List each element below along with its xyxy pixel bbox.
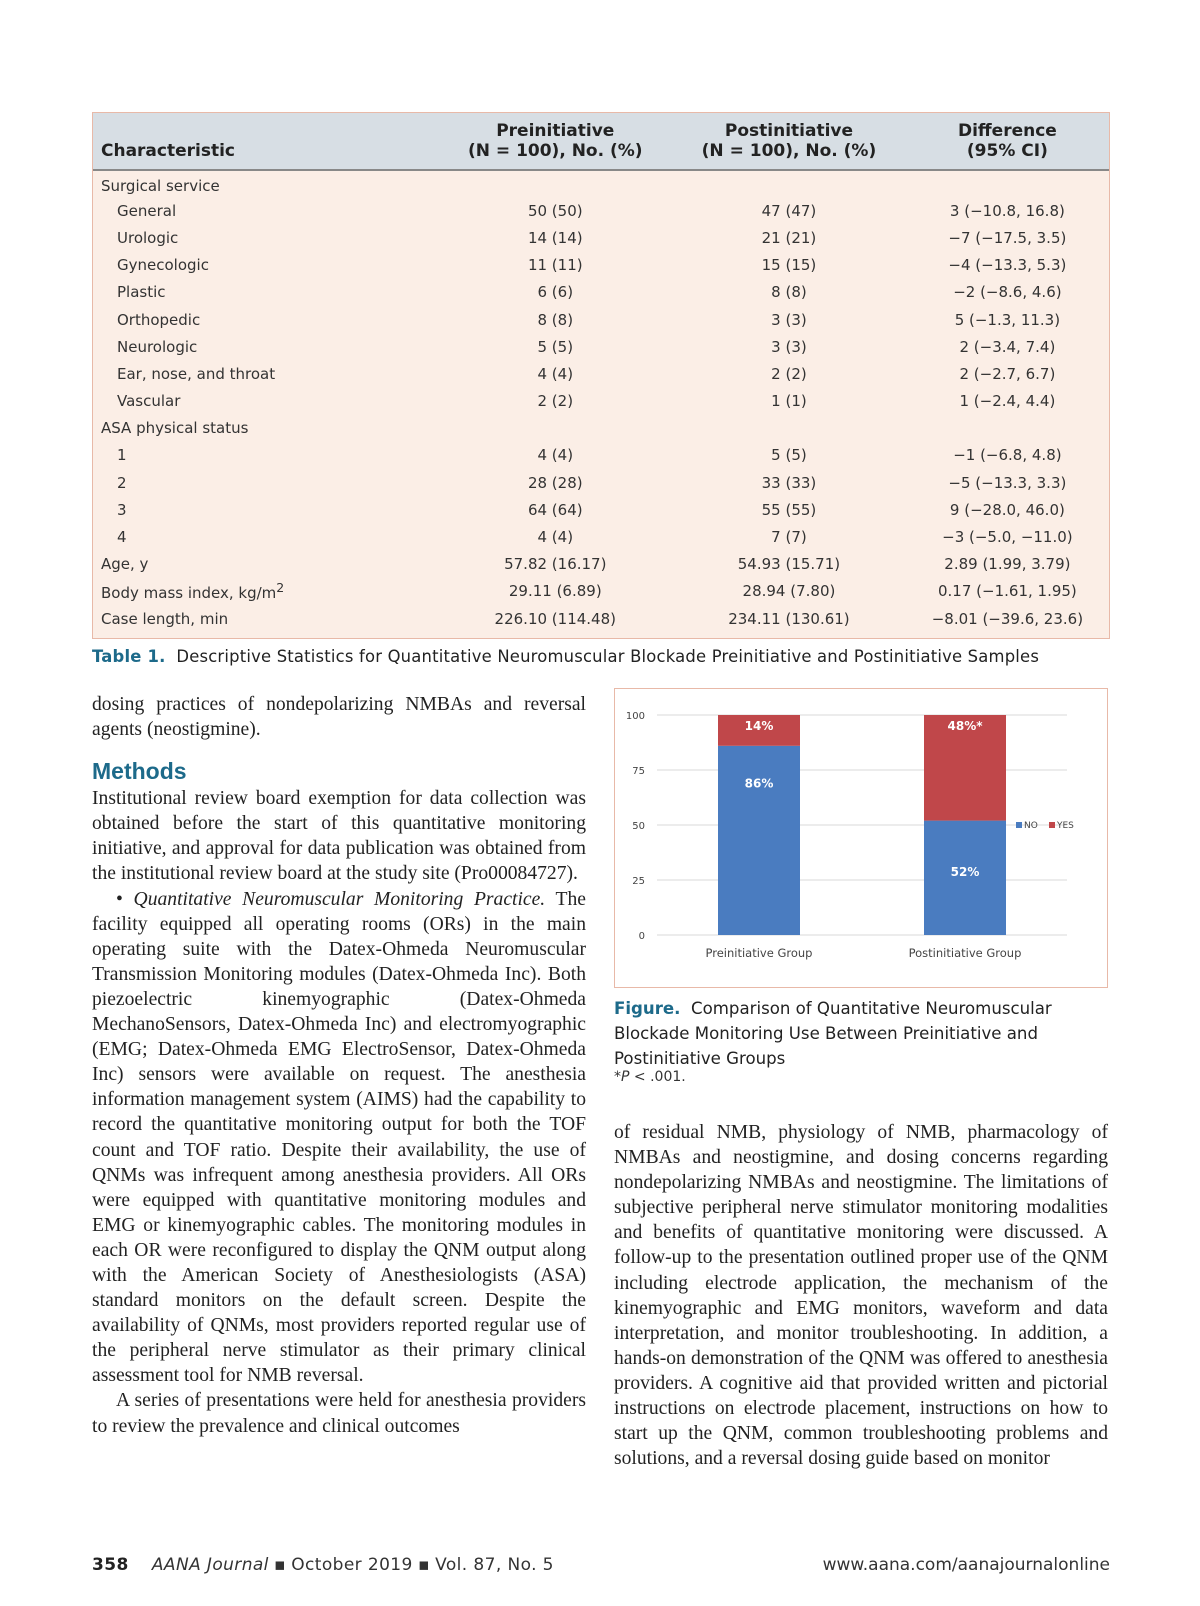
- cell-characteristic: [93, 578, 438, 605]
- note-p-value: < .001.: [629, 1069, 686, 1085]
- cell-pre: [438, 415, 672, 442]
- table-row: [93, 170, 1109, 197]
- cell-characteristic: [93, 442, 438, 469]
- issue-date: October 2019: [291, 1555, 413, 1575]
- y-tick-label: 75: [632, 766, 645, 777]
- characteristic-label: Plastic: [117, 283, 166, 302]
- page-number: 358: [92, 1555, 129, 1575]
- cell-pre: 29.11 (6.89): [508, 582, 602, 601]
- cell-pre: 226.10 (114.48): [494, 609, 616, 628]
- unit-superscript: 2: [276, 580, 285, 596]
- cell-post: 15 (15): [761, 256, 817, 275]
- paragraph-irb: Institutional review board exemption for data collection was obtained before the start of this quantitative monitoring initiative, and approval for data publication was obtained from the institutional review board at the study site (Pro00084727).: [92, 788, 586, 885]
- characteristic-label: Orthopedic: [117, 310, 201, 329]
- section-heading-methods: Methods: [92, 758, 187, 785]
- characteristic-label: 3: [117, 500, 127, 519]
- cell-characteristic: [93, 551, 438, 578]
- note-star: *: [614, 1069, 621, 1085]
- cell-characteristic: [93, 605, 438, 632]
- header-postinitiative: [672, 113, 906, 170]
- table-caption-text: Descriptive Statistics for Quantitative Neuromuscular Blockade Preinitiative and Postinitiative Samples: [176, 647, 1040, 666]
- header-preinitiative-line2: (N = 100), No. (%): [467, 141, 643, 161]
- descriptive-statistics-table: [92, 112, 1110, 639]
- cell-diff: 3 (−10.8, 16.8): [949, 201, 1065, 220]
- cell-diff: 1 (−2.4, 4.4): [959, 392, 1056, 411]
- table-row: [93, 578, 1109, 605]
- table-caption-label: Table 1.: [92, 647, 166, 666]
- header-preinitiative: [438, 113, 672, 170]
- cell-characteristic: [93, 388, 438, 415]
- footer-left: [92, 1555, 554, 1575]
- y-tick-label: 100: [625, 711, 645, 722]
- bullet-title: Quantitative Neuromuscular Monitoring Practice.: [133, 888, 546, 910]
- characteristic-label: Surgical service: [101, 177, 220, 196]
- cell-pre: [438, 170, 672, 197]
- cell-pre: 4 (4): [537, 364, 574, 383]
- cell-characteristic: [93, 279, 438, 306]
- cell-post: 55 (55): [761, 500, 817, 519]
- cell-post: 8 (8): [771, 283, 807, 302]
- characteristic-label: ASA physical status: [101, 419, 249, 438]
- cell-pre: 14 (14): [527, 228, 583, 247]
- left-text-column: [92, 692, 586, 1439]
- cell-diff: 2.89 (1.99, 3.79): [944, 555, 1071, 574]
- cell-characteristic: [93, 360, 438, 387]
- table-row: [93, 197, 1109, 224]
- cell-pre: 4 (4): [537, 528, 574, 547]
- table-header-row: [93, 113, 1109, 170]
- table-row: [93, 523, 1109, 550]
- cell-characteristic: [93, 197, 438, 224]
- paragraph-residual-nmb: of residual NMB, physiology of NMB, pharmacology of NMBAs and neostigmine, and dosing concerns regarding nondepolarizing NMBAs and neostigmine. The limitations of subjective peripheral nerve stimulator monitoring modalities and benefits of quantitative monitoring were discussed. A follow-up to the presentation outlined proper use of the QNM including electrode application, the mechanism of the kinemyographic and EMG monitors, waveform and data interpretation, and monitor troubleshooting. In addition, a hands-on demonstration of the QNM was offered to anesthesia providers. A cognitive aid that provided written and pictorial instructions on electrode placement, instructions on how to start up the QNM, common troubleshooting problems and solutions, and a reversal dosing guide based on monitor: [614, 1122, 1108, 1470]
- header-characteristic-text: Characteristic: [101, 141, 235, 161]
- y-tick-label: 0: [638, 931, 645, 942]
- cell-diff: [906, 170, 1109, 197]
- characteristic-label: Neurologic: [117, 337, 198, 356]
- cell-diff: 2 (−2.7, 6.7): [959, 364, 1056, 383]
- header-characteristic: [93, 113, 438, 170]
- cell-pre: 8 (8): [537, 310, 574, 329]
- cell-post: 28.94 (7.80): [742, 582, 836, 601]
- legend-label-yes: YES: [1057, 821, 1074, 831]
- table-row: [93, 224, 1109, 251]
- characteristic-label: General: [117, 201, 177, 220]
- figure-box: [614, 688, 1108, 988]
- note-p-symbol: P: [621, 1069, 630, 1085]
- characteristic-label: 1: [117, 446, 127, 465]
- cell-post: 7 (7): [771, 528, 807, 547]
- characteristic-label: Ear, nose, and throat: [117, 364, 276, 383]
- x-category-label: Preinitiative Group: [705, 946, 813, 960]
- data-label: 48%*: [947, 719, 983, 733]
- characteristic-label: 2: [117, 473, 127, 492]
- characteristic-label: Age, y: [101, 555, 149, 574]
- cell-characteristic: [93, 170, 438, 197]
- cell-diff: [906, 415, 1109, 442]
- characteristic-label: Body mass index, kg/m: [101, 584, 277, 603]
- table-row: [93, 442, 1109, 469]
- cell-pre: 28 (28): [527, 473, 583, 492]
- cell-post: 5 (5): [771, 446, 807, 465]
- cell-pre: 50 (50): [527, 201, 583, 220]
- footer-separator-1: ■: [274, 1558, 286, 1572]
- table-row: [93, 469, 1109, 496]
- figure-caption: [614, 996, 1108, 1071]
- data-label: 52%: [950, 864, 980, 879]
- y-tick-label: 50: [632, 821, 645, 832]
- header-difference: [906, 113, 1109, 170]
- cell-post: 3 (3): [771, 337, 807, 356]
- y-tick-label: 25: [632, 876, 645, 887]
- cell-diff: −3 (−5.0, −11.0): [942, 528, 1073, 547]
- paragraph-dosing-practices: dosing practices of nondepolarizing NMBAs and reversal agents (neostigmine).: [92, 694, 586, 741]
- cell-pre: 11 (11): [527, 256, 583, 275]
- table-row: [93, 551, 1109, 578]
- table-row: [93, 306, 1109, 333]
- cell-diff: −1 (−6.8, 4.8): [953, 446, 1062, 465]
- header-postinitiative-line1: Postinitiative: [724, 121, 854, 141]
- cell-characteristic: [93, 252, 438, 279]
- x-category-label: Postinitiative Group: [908, 946, 1022, 960]
- cell-characteristic: [93, 333, 438, 360]
- cell-pre: 57.82 (16.17): [504, 555, 607, 574]
- table-row: [93, 388, 1109, 415]
- header-difference-line1: Difference: [957, 121, 1057, 141]
- header-difference-line2: (95% CI): [966, 141, 1048, 161]
- cell-pre: 4 (4): [537, 446, 574, 465]
- cell-diff: 5 (−1.3, 11.3): [954, 310, 1061, 329]
- legend-swatch-yes: [1049, 822, 1055, 828]
- cell-characteristic: [93, 415, 438, 442]
- cell-post: 54.93 (15.71): [737, 555, 841, 574]
- characteristic-label: Urologic: [117, 228, 179, 247]
- characteristic-label: 4: [117, 528, 127, 547]
- cell-characteristic: [93, 496, 438, 523]
- cell-diff: −2 (−8.6, 4.6): [953, 283, 1062, 302]
- cell-post: 3 (3): [771, 310, 807, 329]
- cell-post: 2 (2): [771, 364, 807, 383]
- table-row: [93, 605, 1109, 632]
- figure-note: [614, 1069, 686, 1085]
- header-postinitiative-line2: (N = 100), No. (%): [701, 141, 877, 161]
- paragraph-qnm-body: The facility equipped all operating rooms (ORs) in the main operating suite with the Datex-Ohmeda Neuromuscular Transmission Monitoring modules (Datex-Ohmeda Inc). Both piezoelectric kinemyographic (Datex-Ohmeda MechanoSensors, Datex-Ohmeda Inc) and electromyographic (EMG; Datex-Ohmeda EMG ElectroSensor, Datex-Ohmeda Inc) sensors were available on request. The anesthesia information management system (AIMS) had the capability to record the quantitative monitoring output for both the TOF count and TOF ratio. Despite their availability, the use of QNMs was infrequent among anesthesia providers. All ORs were equipped with quantitative monitoring modules and EMG or kinemyographic cables. The monitoring modules in each OR were reconfigured to display the QNM output along with the American Society of Anesthesiologists (ASA) standard monitors on the default screen. Despite the availability of QNMs, most providers reported regular use of the peripheral nerve stimulator as their primary clinical assessment tool for NMB reversal.: [92, 888, 586, 1387]
- cell-characteristic: [93, 523, 438, 550]
- cell-post: 21 (21): [761, 228, 817, 247]
- bar-segment-no: [718, 746, 800, 935]
- cell-diff: −4 (−13.3, 5.3): [948, 256, 1067, 275]
- cell-diff: 0.17 (−1.61, 1.95): [938, 582, 1077, 601]
- cell-diff: −5 (−13.3, 3.3): [948, 473, 1067, 492]
- cell-post: [672, 170, 906, 197]
- table-row: [93, 415, 1109, 442]
- characteristic-label: Vascular: [117, 392, 181, 411]
- figure-caption-label: Figure.: [614, 999, 681, 1018]
- table-row: [93, 333, 1109, 360]
- cell-characteristic: [93, 469, 438, 496]
- stats-table: [93, 113, 1109, 632]
- paragraph-presentations: A series of presentations were held for anesthesia providers to review the prevalence and clinical outcomes: [92, 1390, 586, 1437]
- page-footer: [92, 1555, 1110, 1579]
- table-body: [93, 170, 1109, 632]
- header-preinitiative-line1: Preinitiative: [496, 121, 615, 141]
- table-row: [93, 496, 1109, 523]
- legend-label-no: NO: [1024, 821, 1038, 831]
- cell-characteristic: [93, 224, 438, 251]
- table-row: [93, 360, 1109, 387]
- journal-name: AANA Journal: [151, 1555, 269, 1575]
- cell-pre: 2 (2): [537, 392, 574, 411]
- cell-diff: 9 (−28.0, 46.0): [949, 500, 1065, 519]
- table-caption: [92, 647, 1122, 666]
- data-label: 14%: [744, 719, 774, 733]
- cell-post: 1 (1): [771, 392, 807, 411]
- cell-diff: 2 (−3.4, 7.4): [959, 337, 1056, 356]
- cell-post: [672, 415, 906, 442]
- paragraph-qnm-practice: [92, 887, 586, 1389]
- characteristic-label: Gynecologic: [117, 256, 209, 275]
- cell-pre: 6 (6): [537, 283, 574, 302]
- legend-swatch-no: [1016, 822, 1022, 828]
- issue-volume: Vol. 87, No. 5: [435, 1555, 554, 1575]
- cell-post: 234.11 (130.61): [728, 609, 850, 628]
- bullet-marker: •: [116, 888, 123, 910]
- footer-separator-2: ■: [418, 1558, 430, 1572]
- table-row: [93, 252, 1109, 279]
- data-label: 86%: [744, 776, 774, 791]
- cell-diff: −7 (−17.5, 3.5): [948, 228, 1067, 247]
- cell-pre: 5 (5): [537, 337, 574, 356]
- cell-diff: −8.01 (−39.6, 23.6): [931, 609, 1084, 628]
- cell-post: 33 (33): [761, 473, 817, 492]
- figure-caption-text: Comparison of Quantitative Neuromuscular Blockade Monitoring Use Between Preinitiative and Postinitiative Groups: [614, 999, 1052, 1068]
- cell-post: 47 (47): [761, 201, 817, 220]
- cell-characteristic: [93, 306, 438, 333]
- journal-url[interactable]: www.aana.com/aanajournalonline: [822, 1555, 1110, 1575]
- stacked-bar-chart: [615, 689, 1109, 989]
- table-row: [93, 279, 1109, 306]
- characteristic-label: Case length, min: [101, 609, 229, 628]
- right-text-column: [614, 1120, 1108, 1471]
- cell-pre: 64 (64): [527, 500, 583, 519]
